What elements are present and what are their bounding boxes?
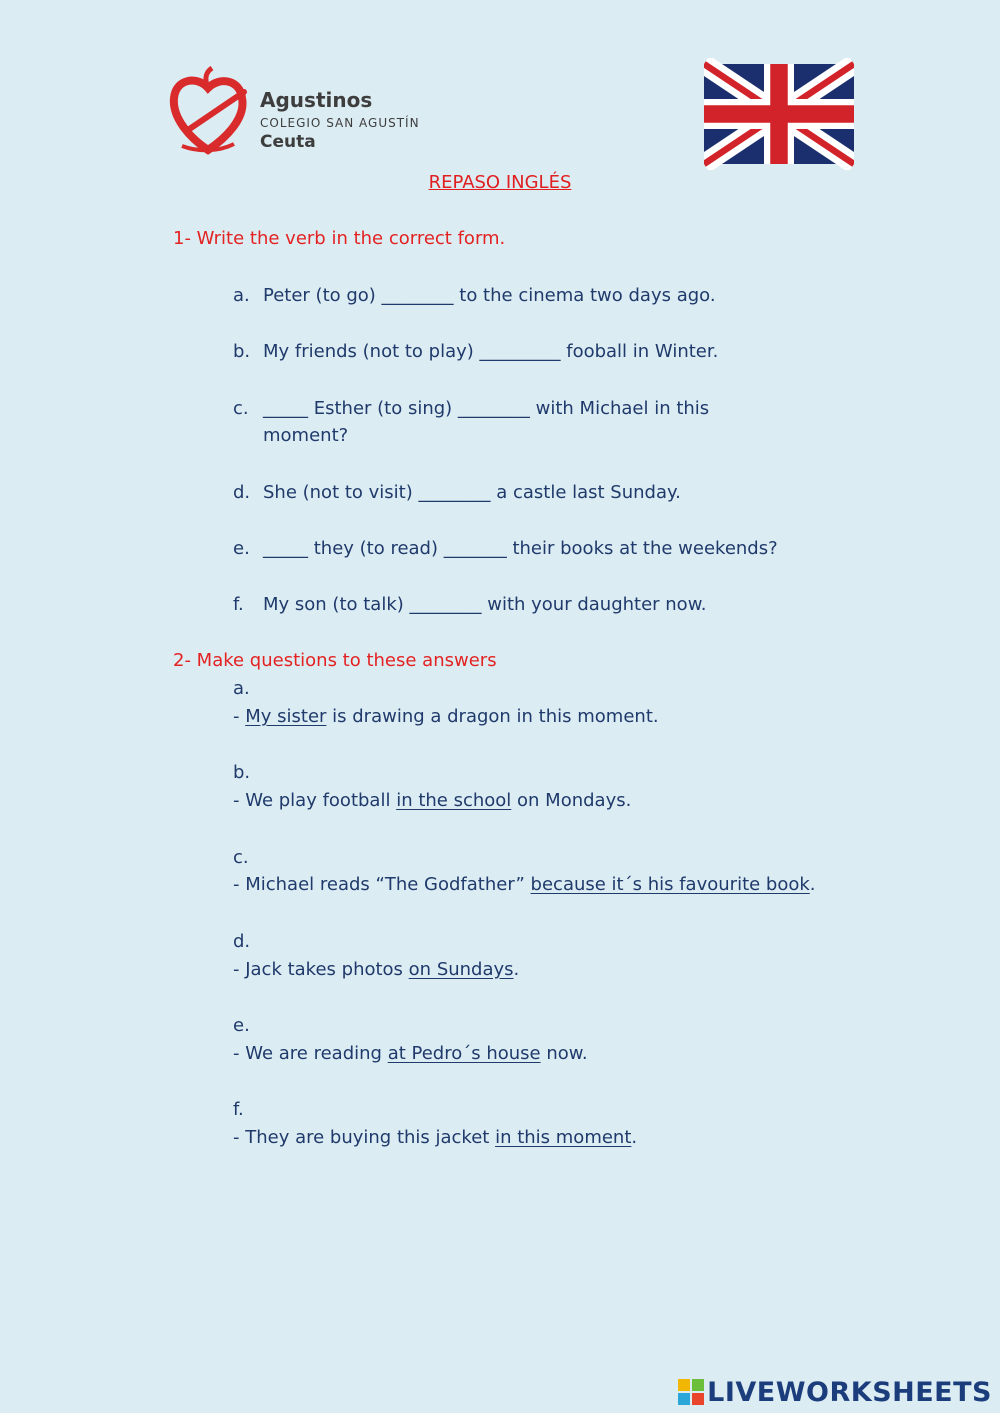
logo-brand: Agustinos [260, 88, 373, 112]
answer-text-end: . [513, 959, 520, 980]
exercise-1-item-f [233, 594, 707, 615]
item-text: _____ they (to read) _______ their books at the weekends? [263, 538, 778, 559]
answer-a [233, 706, 659, 727]
question-letter-a: a. [233, 678, 250, 699]
exercise-1-item-b [233, 341, 718, 362]
exercise-1-item-a [233, 285, 716, 306]
answer-text-end: now. [540, 1043, 588, 1064]
answer-text: - [233, 706, 246, 727]
answer-underlined: My sister [245, 706, 327, 727]
logo-school: COLEGIO SAN AGUSTÍN [260, 116, 420, 130]
answer-underlined: in this moment [495, 1127, 632, 1148]
answer-text: - They are buying this jacket [233, 1127, 496, 1148]
answer-f [233, 1127, 637, 1148]
answer-text-end: . [809, 874, 816, 895]
answer-c [233, 874, 816, 895]
page-title: REPASO INGLÉS [428, 172, 572, 193]
item-letter: b. [233, 341, 251, 362]
liveworksheets-brand-text: LIVEWORKSHEETS [707, 1376, 992, 1408]
answer-d [233, 959, 519, 980]
answer-text-end: is drawing a dragon in this moment. [326, 706, 659, 727]
uk-flag-icon [704, 58, 854, 170]
answer-text: - We play football [233, 790, 397, 811]
question-letter-e: e. [233, 1015, 250, 1036]
answer-underlined: because it´s his favourite book [530, 874, 810, 895]
answer-text-end: on Mondays. [511, 790, 632, 811]
school-logo [168, 66, 438, 158]
question-letter-f: f. [233, 1099, 244, 1120]
answer-underlined: in the school [396, 790, 512, 811]
answer-text-end: . [631, 1127, 638, 1148]
question-letter-d: d. [233, 931, 251, 952]
exercise-1-item-c [233, 398, 709, 446]
item-letter: c. [233, 398, 249, 419]
exercise-2-heading: 2- Make questions to these answers [173, 650, 497, 671]
exercise-1-item-d [233, 482, 681, 503]
question-letter-b: b. [233, 762, 251, 783]
answer-e [233, 1043, 588, 1064]
item-text-continuation: moment? [263, 425, 349, 446]
answer-b [233, 790, 631, 811]
item-text: She (not to visit) ________ a castle last Sunday. [263, 482, 681, 503]
answer-text: - We are reading [233, 1043, 388, 1064]
item-letter: d. [233, 482, 251, 503]
item-text: Peter (to go) ________ to the cinema two days ago. [263, 285, 716, 306]
item-text: _____ Esther (to sing) ________ with Michael in this [263, 398, 710, 419]
answer-underlined: at Pedro´s house [387, 1043, 541, 1064]
item-letter: f. [233, 594, 244, 615]
item-letter: e. [233, 538, 250, 559]
question-letter-c: c. [233, 847, 249, 868]
exercise-1-item-e [233, 538, 778, 559]
logo-city: Ceuta [260, 132, 316, 152]
answer-text: - Michael reads “The Godfather” [233, 874, 531, 895]
item-letter: a. [233, 285, 250, 306]
liveworksheets-logo-icon [678, 1379, 704, 1405]
item-text: My son (to talk) ________ with your daughter now. [263, 594, 707, 615]
apple-heart-logo-icon [168, 66, 250, 158]
liveworksheets-brand[interactable] [678, 1374, 992, 1410]
answer-text: - Jack takes photos [233, 959, 409, 980]
answer-underlined: on Sundays [408, 959, 514, 980]
exercise-1-heading: 1- Write the verb in the correct form. [173, 228, 506, 249]
item-text: My friends (not to play) _________ fooball in Winter. [263, 341, 719, 362]
